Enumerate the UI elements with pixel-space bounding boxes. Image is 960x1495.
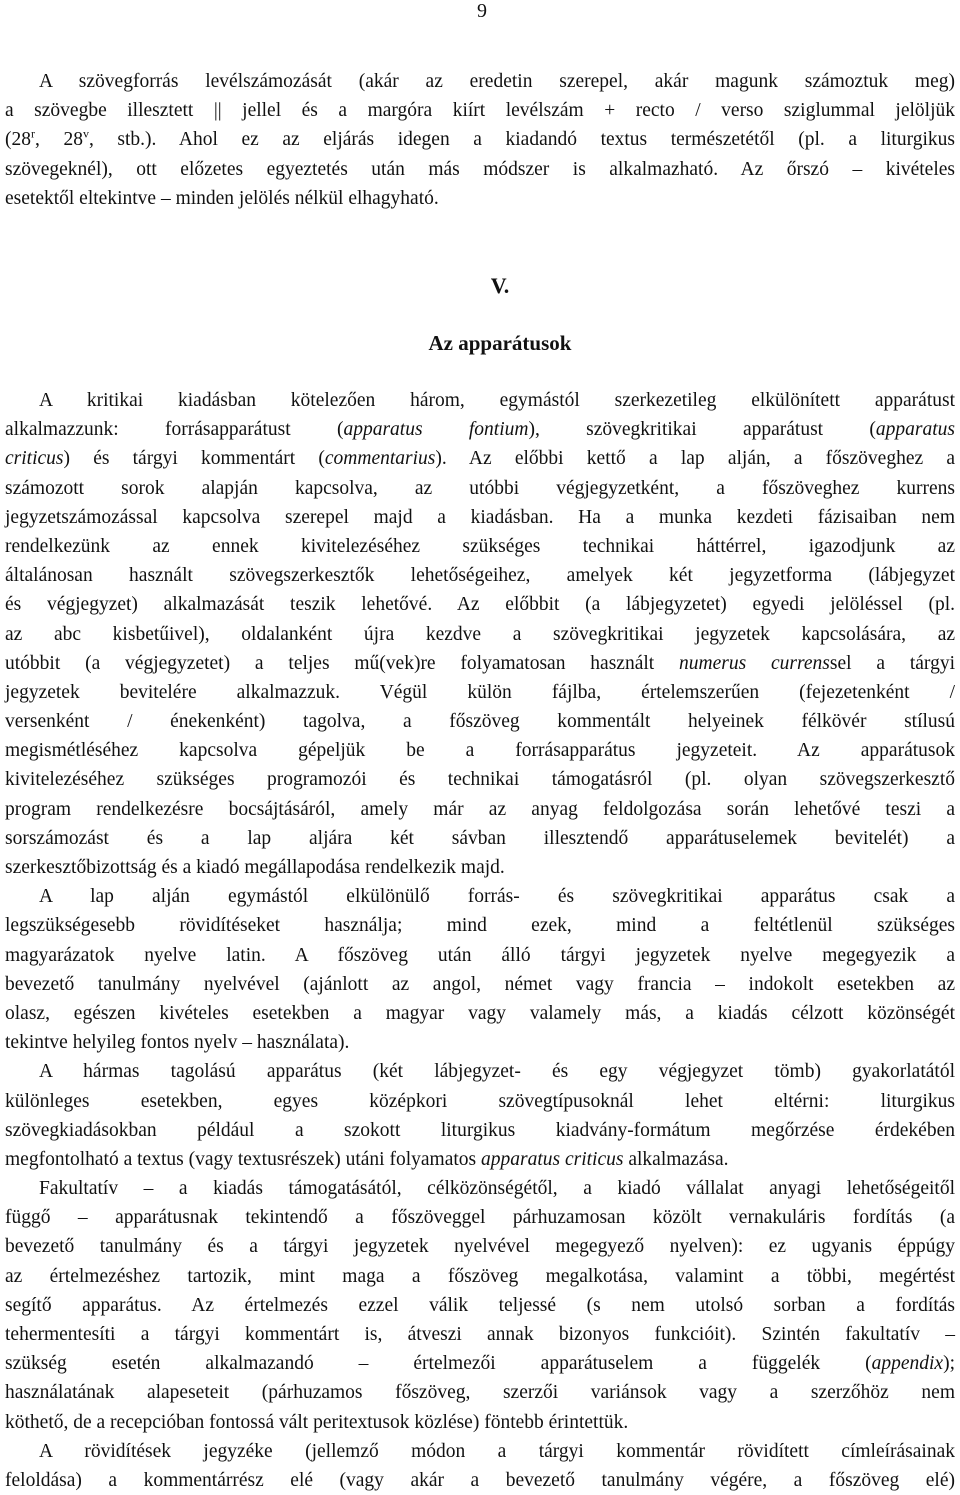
text-line: program rendelkezésre bocsájtásáról, amely már az anyag feldolgozása során lehetővé teszi a bbox=[5, 798, 955, 820]
text-line: A lap alján egymástól elkülönülő forrás- és szövegkritikai apparátus csak a bbox=[39, 886, 955, 908]
text-line: számozott sorok alapján kapcsolva, az utóbbi végjegyzetként, a főszöveghez kurrens bbox=[5, 477, 955, 499]
text-line: rendelkezünk az ennek kivitelezéséhez szükséges technikai háttérrel, igazodjunk az bbox=[5, 535, 955, 557]
text-line: utóbbit (a végjegyzetet) a teljes mű(vek)re folyamatosan használt numerus currenssel a tárgyi bbox=[5, 652, 955, 674]
text-line: bevezető tanulmány és a tárgyi jegyzetek nyelvével megegyező nyelven): ez ugyanis éppúgy bbox=[5, 1236, 955, 1258]
text-line: függő – apparátusnak tekintendő a főszöveggel párhuzamosan közölt vernakuláris fordítás (a bbox=[5, 1207, 955, 1229]
text-line: használatának alapeseteit (párhuzamos főszöveg, szerzői variánsok vagy a szerzőhöz nem bbox=[5, 1382, 955, 1404]
body-text bbox=[5, 386, 955, 1495]
text-line: versenként / énekenként) tagolva, a főszöveg kommentált helyeinek félkövér stílusú bbox=[5, 711, 955, 733]
text-line: segítő apparátus. Az értelmezés ezzel válik teljessé (s nem utolsó sorban a fordítás bbox=[5, 1294, 955, 1316]
text-line: szerkesztőbizottság és a kiadó megállapodása rendelkezik majd. bbox=[5, 857, 505, 878]
text-line: bevezető tanulmány nyelvével (ajánlott az angol, német vagy francia – indokolt esetekben az bbox=[5, 973, 955, 995]
text-line: az abc kisbetűivel), oldalanként újra kezdve a szövegkritikai jegyzetek kapcsolására, az bbox=[5, 623, 955, 645]
section-title: Az apparátusok bbox=[428, 331, 572, 355]
text-line: általánosan használt szövegszerkesztők lehetőségeihez, amelyek két jegyzetforma (lábjegyzet bbox=[5, 565, 955, 587]
text-line: szükség esetén alkalmazandó – értelmezői apparátuselem a függelék (appendix); bbox=[5, 1353, 955, 1375]
text-line: a szövegbe illesztett || jellel és a margóra kiírt levélszám + recto / verso sziglummal jelöljük bbox=[5, 100, 955, 122]
text-line: köthető, de a recepcióban fontossá vált peritextusok közlése) föntebb érintettük. bbox=[5, 1411, 629, 1433]
text-line: kivitelezéséhez szükséges programozói és technikai támogatásról (pl. olyan szövegszerkesztő bbox=[5, 769, 955, 791]
text-line: olasz, egészen kivételes esetekben a magyar vagy valamely más, a kiadás célzott közönségét bbox=[5, 1002, 955, 1024]
text-line: és végjegyzet) alkalmazását teszik lehetővé. Az előbbit (a lábjegyzetet) egyedi jelöléssel (pl. bbox=[5, 594, 955, 616]
text-line: esetektől eltekintve – minden jelölés nélkül elhagyható. bbox=[5, 187, 439, 209]
text-line: feloldása) a kommentárrész elé (vagy akár a bevezető tanulmány végére, a főszöveg elé) bbox=[5, 1469, 955, 1491]
text-line: megfontolható a textus (vagy textusrészek) utáni folyamatos apparatus criticus alkalmazása. bbox=[5, 1148, 729, 1170]
text-line: A hármas tagolású apparátus (két lábjegyzet- és egy végjegyzet tömb) gyakorlatától bbox=[39, 1061, 955, 1083]
text-line: (28$^r$, 28$^v$, stb.). Ahol ez az eljárás idegen a kiadandó textus természetétől (pl. a liturgikus bbox=[5, 126, 955, 151]
text-line: tekintve helyileg fontos nyelv – használata). bbox=[5, 1032, 350, 1054]
text-line: A szövegforrás levélszámozását (akár az eredetin szerepel, akár magunk számoztuk meg) bbox=[39, 71, 955, 92]
intro-paragraph bbox=[5, 67, 955, 213]
text-line: az értelmezéshez tartozik, mint maga a főszöveg megalkotása, valamint a többi, megértést bbox=[5, 1265, 955, 1287]
text-line: A kritikai kiadásban kötelezően három, egymástól szerkezetileg elkülönített apparátust bbox=[39, 390, 955, 411]
text-line: criticus) és tárgyi kommentárt (commentarius). Az előbbi kettő a lap alján, a főszöveghez a bbox=[5, 448, 955, 470]
text-line: sorszámozást és a lap aljára két sávban illesztendő apparátuselemek bevitelét) a bbox=[5, 827, 955, 849]
text-line: jegyzetek bevitelére alkalmazzuk. Végül külön fájlba, értelemszerűen (fejezetenként / bbox=[5, 681, 955, 703]
text-line: jegyzetszámozással kapcsolva szerepel majd a kiadásban. Ha a munka kezdeti fázisaiban nem bbox=[5, 506, 955, 528]
text-line: magyarázatok nyelve latin. A főszöveg után álló tárgyi jegyzetek nyelve megegyezik a bbox=[5, 944, 955, 966]
text-line: tehermentesíti a tárgyi kommentárt is, átveszi annak bizonyos funkcióit). Szintén fakultatív – bbox=[5, 1324, 955, 1345]
section-number: V. bbox=[490, 273, 510, 298]
text-line: szövegkiadásokban például a szokott liturgikus kiadvány-formátum megőrzése érdekében bbox=[5, 1119, 955, 1141]
text-line: Fakultatív – a kiadás támogatásától, célközönségétől, a kiadó vállalat anyagi lehetőségeitől bbox=[39, 1178, 955, 1200]
text-line: különleges esetekben, egyes középkori szövegtípusoknál lehet eltérni: liturgikus bbox=[5, 1090, 955, 1112]
text-line: A rövidítések jegyzéke (jellemző módon a tárgyi kommentár rövidített címleírásainak bbox=[39, 1440, 955, 1462]
page-number: 9 bbox=[477, 0, 487, 22]
text-line: szövegeknél), ott előzetes egyeztetés után más módszer is alkalmazható. Az őrszó – kivételes bbox=[5, 158, 955, 180]
text-line: alkalmazzunk: forrásapparátust (apparatus fontium), szövegkritikai apparátust (apparatus bbox=[5, 419, 956, 441]
text-line: legszükségesebb rövidítéseket használja; mind ezek, mind a feltétlenül szükséges bbox=[5, 915, 955, 937]
text-line: megismétléséhez kapcsolva gépeljük be a forrásapparátus jegyzeteit. Az apparátusok bbox=[5, 740, 955, 762]
